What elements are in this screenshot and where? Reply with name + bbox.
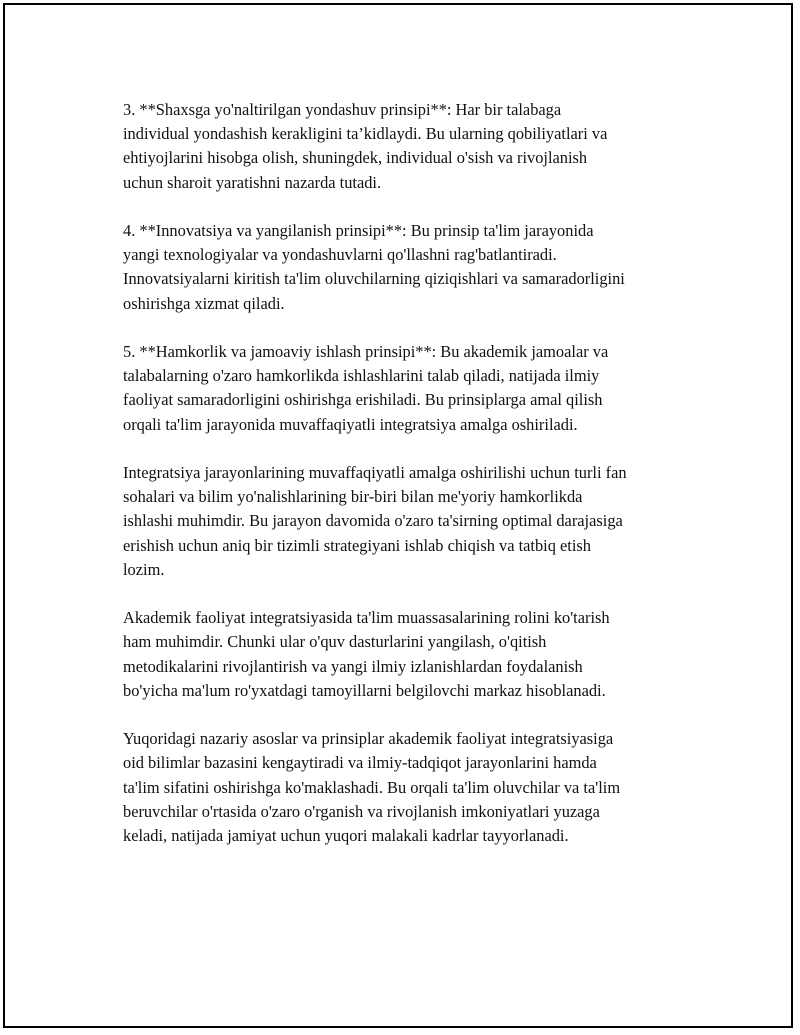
text-line: oid bilimlar bazasini kengaytiradi va ilmiy-tadqiqot jarayonlarini hamda bbox=[123, 753, 597, 773]
text-line: Akademik faoliyat integratsiyasida ta'lim muassasalarining rolini ko'tarish bbox=[123, 608, 610, 628]
paragraph-integration bbox=[123, 461, 698, 582]
text-line: individual yondashish kerakligini ta’kidlaydi. Bu ularning qobiliyatlari va bbox=[123, 124, 608, 144]
text-line: oshirishga xizmat qiladi. bbox=[123, 293, 285, 313]
text-line: 4. **Innovatsiya va yangilanish prinsipi**: Bu prinsip ta'lim jarayonida bbox=[123, 221, 594, 240]
document-body bbox=[123, 98, 698, 872]
paragraph-principle-5 bbox=[123, 340, 698, 437]
text-line: lozim. bbox=[123, 559, 165, 579]
text-line: yangi texnologiyalar va yondashuvlarni qo'llashni rag'batlantiradi. bbox=[123, 245, 557, 265]
text-line: erishish uchun aniq bir tizimli strategiyani ishlab chiqish va tatbiq etish bbox=[123, 535, 591, 555]
paragraph-institutions bbox=[123, 606, 698, 703]
text-line: 3. **Shaxsga yo'naltirilgan yondashuv prinsipi**: Har bir talabaga bbox=[123, 100, 562, 119]
text-line: ham muhimdir. Chunki ular o'quv dasturlarini yangilash, o'qitish bbox=[123, 632, 547, 652]
text-line: talabalarning o'zaro hamkorlikda ishlashlarini talab qiladi, natijada ilmiy bbox=[123, 366, 600, 386]
text-line: keladi, natijada jamiyat uchun yuqori malakali kadrlar tayyorlanadi. bbox=[123, 826, 569, 846]
paragraph-principle-3 bbox=[123, 98, 698, 195]
page-frame bbox=[3, 3, 793, 1028]
text-line: Innovatsiyalarni kiritish ta'lim oluvchilarning qiziqishlari va samaradorligini bbox=[123, 269, 625, 289]
text-line: ehtiyojlarini hisobga olish, shuningdek, individual o'sish va rivojlanish bbox=[123, 148, 588, 168]
text-line: Yuqoridagi nazariy asoslar va prinsiplar akademik faoliyat integratsiyasiga bbox=[123, 729, 614, 749]
text-line: orqali ta'lim jarayonida muvaffaqiyatli integratsiya amalga oshiriladi. bbox=[123, 414, 578, 434]
paragraph-conclusion bbox=[123, 727, 698, 848]
text-line: metodikalarini rivojlantirish va yangi ilmiy izlanishlardan foydalanish bbox=[123, 656, 583, 676]
text-line: faoliyat samaradorligini oshirishga erishiladi. Bu prinsiplarga amal qilish bbox=[123, 390, 603, 410]
text-line: ta'lim sifatini oshirishga ko'maklashadi. Bu orqali ta'lim oluvchilar va ta'lim bbox=[123, 777, 621, 797]
text-line: beruvchilar o'rtasida o'zaro o'rganish va rivojlanish imkoniyatlari yuzaga bbox=[123, 801, 600, 821]
text-line: sohalari va bilim yo'nalishlarining bir-biri bilan me'yoriy hamkorlikda bbox=[123, 487, 583, 507]
text-line: Integratsiya jarayonlarining muvaffaqiyatli amalga oshirilishi uchun turli fan bbox=[123, 463, 627, 482]
text-line: uchun sharoit yaratishni nazarda tutadi. bbox=[123, 172, 382, 192]
text-line: ishlashi muhimdir. Bu jarayon davomida o'zaro ta'sirning optimal darajasiga bbox=[123, 511, 623, 531]
text-line: bo'yicha ma'lum ro'yxatdagi tamoyillarni belgilovchi markaz hisoblanadi. bbox=[123, 680, 606, 700]
paragraph-principle-4 bbox=[123, 219, 698, 316]
text-line: 5. **Hamkorlik va jamoaviy ishlash prinsipi**: Bu akademik jamoalar va bbox=[123, 342, 609, 361]
